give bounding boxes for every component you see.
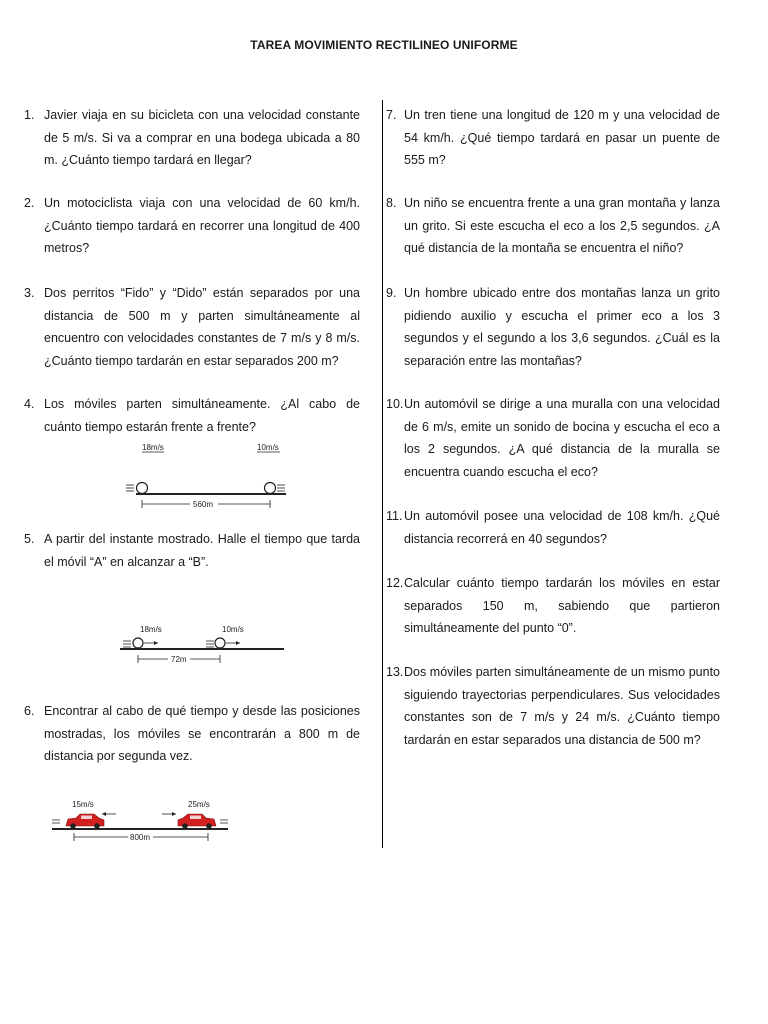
problem-number: 4. <box>24 397 35 411</box>
speed-lines-left-icon <box>52 820 60 823</box>
car-right-icon <box>178 814 216 829</box>
speed-lines-left-icon <box>123 641 131 647</box>
problem-text: Un hombre ubicado entre dos montañas lanza un grito pidiendo auxilio y escucha el primer eco a los 3 segundos y el segundo a los 3,6 segundos. ¿Cuál es la separación entre las montañas? <box>404 286 720 368</box>
problem-4 <box>24 393 360 438</box>
problem-number: 9. <box>386 286 397 300</box>
problem-5 <box>24 528 360 573</box>
problem-1 <box>24 104 360 172</box>
problem-number: 7. <box>386 108 397 122</box>
problem-number: 3. <box>24 286 35 300</box>
problem-text: Encontrar al cabo de qué tiempo y desde las posiciones mostradas, los móviles se encontrarán a 800 m de distancia por segunda vez. <box>44 704 360 763</box>
problem-text: Un tren tiene una longitud de 120 m y una velocidad de 54 km/h. ¿Qué tiempo tardará en pasar un puente de 555 m? <box>404 108 720 167</box>
column-divider <box>382 100 383 848</box>
problem-number: 11. <box>386 509 403 523</box>
problem-text: Dos perritos “Fido” y “Dido” están separados por una distancia de 500 m y parten simultáneamente al encuentro con velocidades constantes de 7 m/s y 8 m/s. ¿Cuánto tiempo tardarán en estar separados 200 m? <box>44 286 360 368</box>
problem-text: A partir del instante mostrado. Halle el tiempo que tarda el móvil “A” en alcanzar a “B”. <box>44 532 360 569</box>
speed-lines-mid-icon <box>206 641 214 647</box>
problem-text: Un motociclista viaja con una velocidad de 60 km/h. ¿Cuánto tiempo tardará en recorrer una longitud de 400 metros? <box>44 196 360 255</box>
figure-problem-4 <box>120 438 290 512</box>
velocity-label-right: 10m/s <box>222 625 244 634</box>
problem-number: 13. <box>386 665 404 679</box>
problem-7 <box>386 104 720 172</box>
mobile-left-icon <box>137 483 148 494</box>
velocity-label-left: 18m/s <box>140 625 162 634</box>
problem-number: 1. <box>24 108 35 122</box>
problem-10 <box>386 393 720 483</box>
velocity-label-left: 18m/s <box>142 443 164 452</box>
velocity-label-left: 15m/s <box>72 800 94 809</box>
problem-text: Javier viaja en su bicicleta con una velocidad constante de 5 m/s. Si va a comprar en una bodega ubicada a 80 m. ¿Cuánto tiempo tardará en llegar? <box>44 108 360 167</box>
car-left-icon <box>66 814 104 829</box>
problem-9 <box>386 282 720 372</box>
problem-text: Un automóvil posee una velocidad de 108 km/h. ¿Qué distancia recorrerá en 40 segundos? <box>404 509 720 546</box>
problem-number: 8. <box>386 196 397 210</box>
mobile-a-icon <box>133 638 143 648</box>
problem-6 <box>24 700 360 768</box>
problem-3 <box>24 282 360 372</box>
speed-lines-right-icon <box>277 485 285 491</box>
figure-problem-5 <box>118 622 288 668</box>
problem-2 <box>24 192 360 260</box>
problem-number: 5. <box>24 532 35 546</box>
problem-8 <box>386 192 720 260</box>
problem-text: Dos móviles parten simultáneamente de un mismo punto siguiendo trayectorias perpendiculares. Sus velocidades constantes son de 7 m/s y 24 m/s. ¿Cuánto tiempo tardarán en estar separados una distancia de 500 m? <box>404 665 720 747</box>
figure-problem-6 <box>50 796 230 850</box>
problem-number: 10. <box>386 397 404 411</box>
speed-lines-left-icon <box>126 485 134 491</box>
problem-13 <box>386 661 720 751</box>
problem-text: Un automóvil se dirige a una muralla con una velocidad de 6 m/s, emite un sonido de bocina y escucha el eco a los 2 segundos. ¿A qué distancia de la muralla se encuentra cuando escucha el eco? <box>404 397 720 479</box>
mobile-b-icon <box>215 638 225 648</box>
problem-number: 12. <box>386 576 404 590</box>
problem-number: 2. <box>24 196 35 210</box>
problem-12 <box>386 572 720 640</box>
distance-label: 560m <box>193 500 214 509</box>
problem-text: Calcular cuánto tiempo tardarán los móviles en estar separados 150 m, sabiendo que partieron simultáneamente del punto “0”. <box>404 576 720 635</box>
distance-label: 72m <box>171 655 187 664</box>
problem-11 <box>386 505 720 550</box>
velocity-label-right: 25m/s <box>188 800 210 809</box>
problem-number: 6. <box>24 704 35 718</box>
velocity-label-right: 10m/s <box>257 443 279 452</box>
problem-text: Un niño se encuentra frente a una gran montaña y lanza un grito. Si este escucha el eco a los 2,5 segundos. ¿A qué distancia de la montaña se encuentra el niño? <box>404 196 720 255</box>
document-title: TAREA MOVIMIENTO RECTILINEO UNIFORME <box>250 38 518 52</box>
distance-label: 800m <box>130 833 151 842</box>
problem-text: Los móviles parten simultáneamente. ¿Al cabo de cuánto tiempo estarán frente a frente? <box>44 397 360 434</box>
mobile-right-icon <box>265 483 276 494</box>
speed-lines-right-icon <box>220 820 228 823</box>
